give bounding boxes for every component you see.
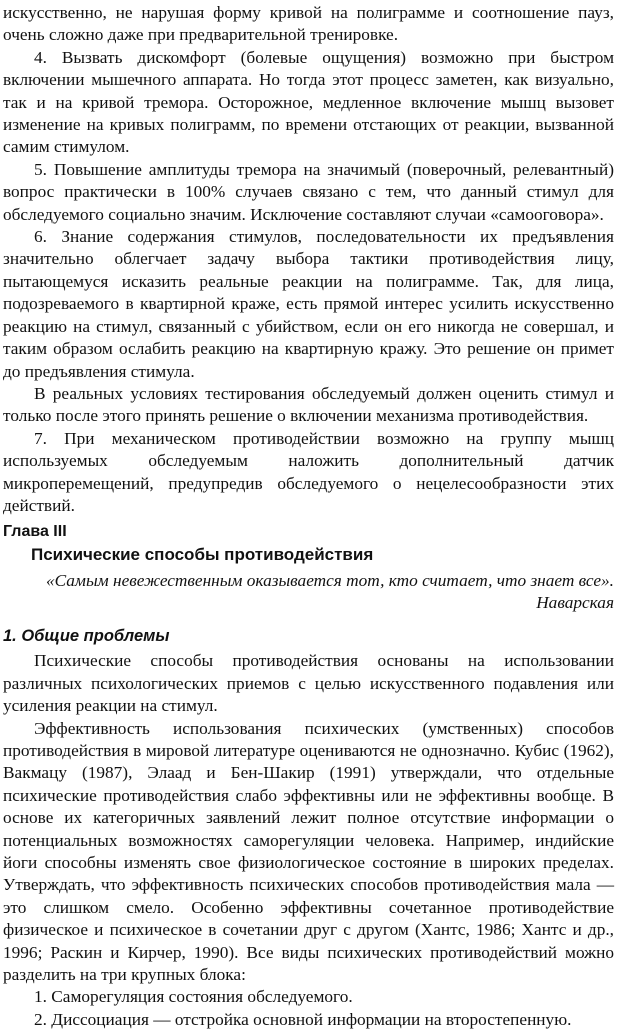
- list-item-1: 1. Саморегуляция состояния обследуемого.: [34, 987, 353, 1007]
- epigraph-author: Наварская: [536, 593, 614, 613]
- paragraph-item-6: 6. Знание содержания стимулов, последовательности их предъявления значительно облегчает задачу выбора тактики противодействия лицу, пытающемуся исказить реальные реакции на полиграмме. Так, для лица, подозреваемого в квартирной краже, есть прямой интерес усилить искусственно реакцию на стимул, связанный с убийством, если он его никогда не совершал, и таким образом ослабить реакцию на квартирную кражу. Это решение он примет до предъявления стимула.: [3, 227, 614, 381]
- paragraph-intro: Психические способы противодействия основаны на использовании различных психологических приемов с целью искусственного подавления или усиления реакции на стимул.: [3, 651, 614, 716]
- section-title: 1. Общие проблемы: [3, 627, 170, 646]
- paragraph-item-7: 7. При механическом противодействии возможно на группу мышц используемых обследуемым наложить дополнительный датчик микроперемещений, предупредив обследуемого о нецелесообразности этих действий.: [3, 428, 614, 515]
- epigraph: [3, 570, 614, 614]
- paragraph-continuation: искусственно, не нарушая форму кривой на полиграмме и соотношение пауз, очень сложно даже при предварительной тренировке.: [3, 3, 614, 45]
- list-item-2: 2. Диссоциация — отстройка основной информации на второстепенную.: [34, 1009, 572, 1029]
- chapter-title: Психические способы противодействия: [31, 545, 374, 565]
- paragraph-item-4: 4. Вызвать дискомфорт (болевые ощущения) возможно при быстром включении мышечного аппарата. Но тогда этот процесс заметен, как визуально, так и на кривой тремора. Осторожное, медленное включение мышц вызовет изменение на кривых полиграмм, по времени отстающих от реакции, вызванной самим стимулом.: [3, 47, 614, 157]
- paragraph-item-5: 5. Повышение амплитуды тремора на значимый (поверочный, релевантный) вопрос практически в 100% случаев связано с тем, что данный стимул для обследуемого социально значим. Исключение составляют случаи «самооговора».: [3, 159, 614, 224]
- epigraph-quote: «Самым невежественным оказывается тот, кто считает, что знает все».: [45, 571, 614, 591]
- paragraph-real-conditions: В реальных условиях тестирования обследуемый должен оценить стимул и только после этого принять решение о включении механизма противодействия.: [3, 383, 614, 426]
- chapter-label: Глава III: [3, 523, 67, 541]
- paragraph-effectiveness: Эффективность использования психических (умственных) способов противодействия в мировой литературе оцениваются не однозначно. Кубис (1962), Вакмацу (1987), Элаад и Бен-Шакир (1991) утверждали, что отдельные психические противодействия слабо эффективны или не эффективны вообще. В основе их категоричных заявлений лежит полное отсутствие информации о потенциальных возможностях саморегуляции человека. Например, индийские йоги способны изменять свое физиологическое состояние в широких пределах. Утверждать, что эффективность психических способов противодействия мала — это слишком смело. Особенно эффективны сочетанное противодействие физическое и психическое в сочетании друг с другом (Хантс, 1986; Хантс и др., 1996; Раскин и Кирчер, 1990). Все виды психических противодействий можно разделить на три крупных блока:: [3, 718, 614, 985]
